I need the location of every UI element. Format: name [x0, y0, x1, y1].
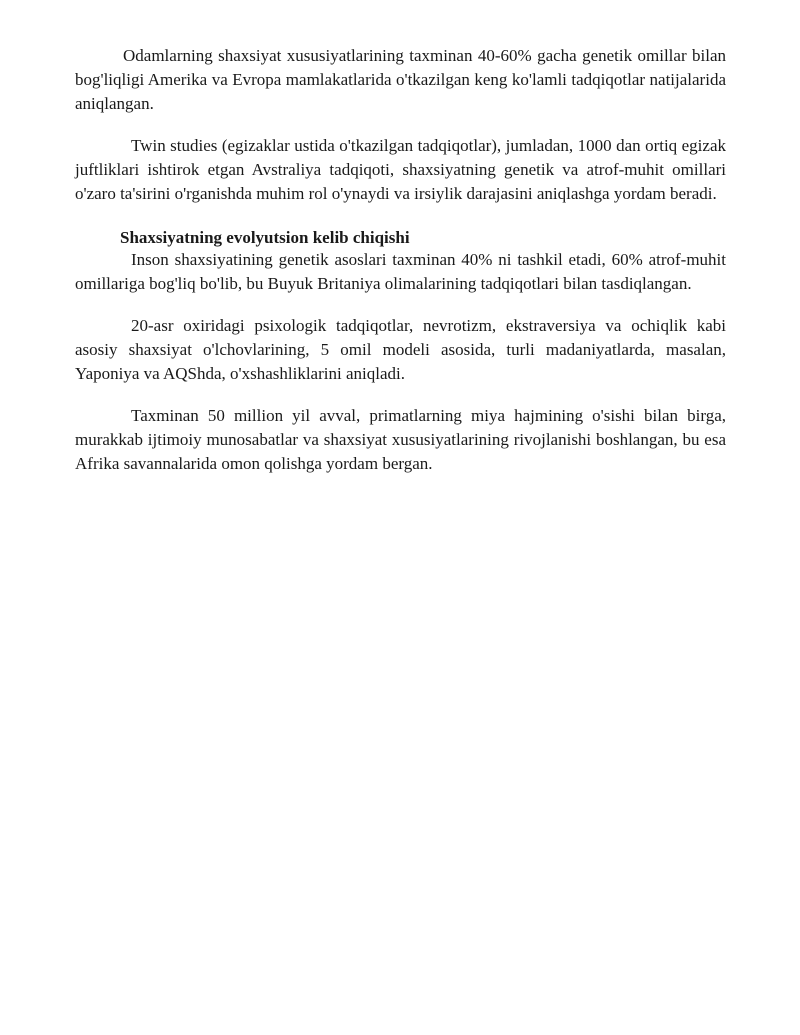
paragraph-genetic-basis: Inson shaxsiyatining genetik asoslari taxminan 40% ni tashkil etadi, 60% atrof-muhit omillariga bog'liq bo'lib, bu Buyuk Britaniya olimalarining tadqiqotlari bilan tasdiqlangan.: [75, 250, 726, 293]
paragraph-primate-evolution: Taxminan 50 million yil avval, primatlarning miya hajmining o'sishi bilan birga, murakkab ijtimoiy munosabatlar va shaxsiyat xususiyatlarining rivojlanishi boshlangan, bu esa Afrika savannalarida omon qolishga yordam bergan.: [75, 406, 726, 473]
paragraph-twin-studies: Twin studies (egizaklar ustida o'tkazilgan tadqiqotlar), jumladan, 1000 dan ortiq egizak juftliklari ishtirok etgan Avstraliya tadqiqoti, shaxsiyatning genetik va atrof-muhit omillari o'zaro ta'sirini o'rganishda muhim rol o'ynaydi va irsiylik darajasini aniqlashga yordam beradi.: [75, 136, 726, 203]
paragraph-genetic-factors: Odamlarning shaxsiyat xususiyatlarining taxminan 40-60% gacha genetik omillar bilan bog'liqligi Amerika va Evropa mamlakatlarida o'tkazilgan keng ko'lamli tadqiqotlar natijalarida aniqlangan.: [75, 46, 726, 113]
section-heading: Shaxsiyatning evolyutsion kelib chiqishi: [120, 228, 410, 247]
document-page: [75, 44, 726, 494]
paragraph-20th-century-research: 20-asr oxiridagi psixologik tadqiqotlar, nevrotizm, ekstraversiya va ochiqlik kabi asosiy shaxsiyat o'lchovlarining, 5 omil modeli asosida, turli madaniyatlarda, masalan, Yaponiya va AQShda, o'xshashliklarini aniqladi.: [75, 316, 726, 383]
